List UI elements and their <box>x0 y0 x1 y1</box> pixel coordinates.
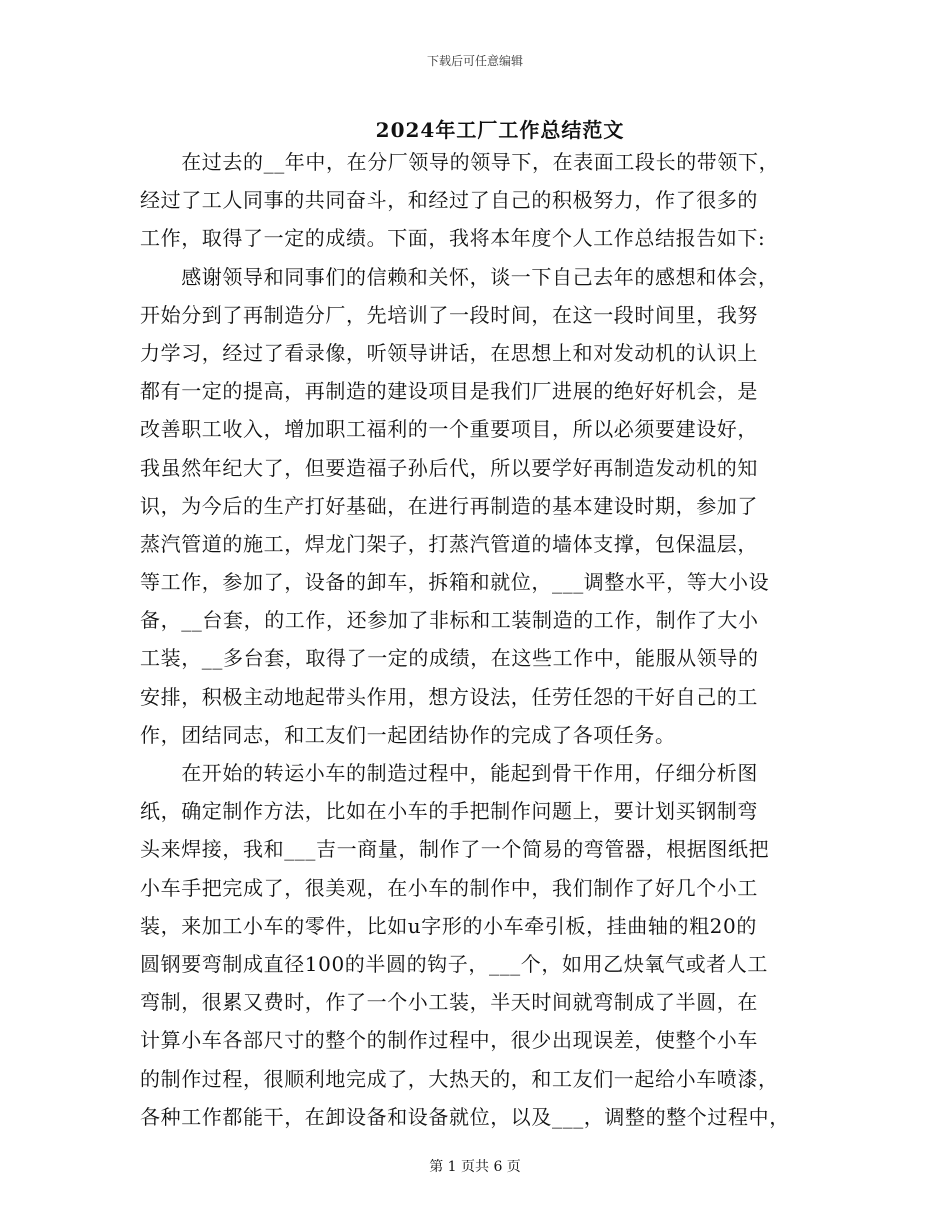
text-line: 工作，取得了一定的成绩。下面，我将本年度个人工作总结报告如下: <box>140 226 766 251</box>
text-line: 圆钢要弯制成直径100的半圆的钩子，___个，如用乙炔氧气或者人工 <box>140 951 768 976</box>
text-line: 感谢领导和同事们的信赖和关怀，谈一下自己去年的感想和体会， <box>140 264 779 289</box>
text-line: 计算小车各部尺寸的整个的制作过程中，很少出现误差，使整个小车 <box>140 1028 758 1053</box>
page-header: 下载后可任意编辑 <box>426 54 523 68</box>
text-line: 力学习，经过了看录像，听领导讲话，在思想上和对发动机的认识上 <box>140 340 758 365</box>
text-line: 开始分到了再制造分厂，先培训了一段时间，在这一段时间里，我努 <box>140 302 758 327</box>
text-line: 等工作，参加了，设备的卸车，拆箱和就位，___调整水平，等大小设 <box>140 570 770 595</box>
text-line: 小车手把完成了，很美观，在小车的制作中，我们制作了好几个小工 <box>140 875 758 900</box>
text-line: 在开始的转运小车的制造过程中，能起到骨干作用，仔细分析图 <box>140 761 758 785</box>
text-line: 工装，__多台套，取得了一定的成绩，在这些工作中，能服从领导的 <box>140 646 759 671</box>
text-line: 我虽然年纪大了，但要造福子孙后代，所以要学好再制造发动机的知 <box>140 455 758 480</box>
text-line: 弯制，很累又费时，作了一个小工装，半天时间就弯制成了半圆，在 <box>140 990 758 1015</box>
document-title: 2024年工厂工作总结范文 <box>375 118 625 142</box>
document-body <box>140 143 830 1136</box>
text-line: 装，来加工小车的零件，比如u字形的小车牵引板，挂曲轴的粗20的 <box>140 913 757 938</box>
page-footer: 第 1 页共 6 页 <box>429 1159 521 1175</box>
text-line: 头来焊接，我和___吉一商量，制作了一个简易的弯管器，根据图纸把 <box>140 837 770 862</box>
text-line: 经过了工人同事的共同奋斗，和经过了自己的积极努力，作了很多的 <box>140 188 758 213</box>
text-line: 作，团结同志，和工友们一起团结协作的完成了各项任务。 <box>140 722 676 747</box>
text-line: 改善职工收入，增加职工福利的一个重要项目，所以必须要建设好， <box>140 417 758 442</box>
text-line: 的制作过程，很顺利地完成了，大热天的，和工友们一起给小车喷漆， <box>140 1066 779 1091</box>
text-line: 识，为今后的生产打好基础，在进行再制造的基本建设时期，参加了 <box>140 493 758 518</box>
text-line: 在过去的__年中，在分厂领导的领导下，在表面工段长的带领下， <box>140 150 780 174</box>
text-line: 安排，积极主动地起带头作用，想方设法，任劳任怨的干好自己的工 <box>140 684 758 709</box>
text-line: 蒸汽管道的施工，焊龙门架子，打蒸汽管道的墙体支撑，包保温层， <box>140 531 758 556</box>
text-line: 都有一定的提高，再制造的建设项目是我们厂进展的绝好好机会，是 <box>140 379 758 404</box>
text-line: 备，__台套，的工作，还参加了非标和工装制造的工作，制作了大小 <box>140 608 759 633</box>
text-line: 纸，确定制作方法，比如在小车的手把制作问题上，要计划买钢制弯 <box>140 799 758 824</box>
text-line: 各种工作都能干，在卸设备和设备就位，以及___，调整的整个过程中， <box>140 1104 790 1129</box>
